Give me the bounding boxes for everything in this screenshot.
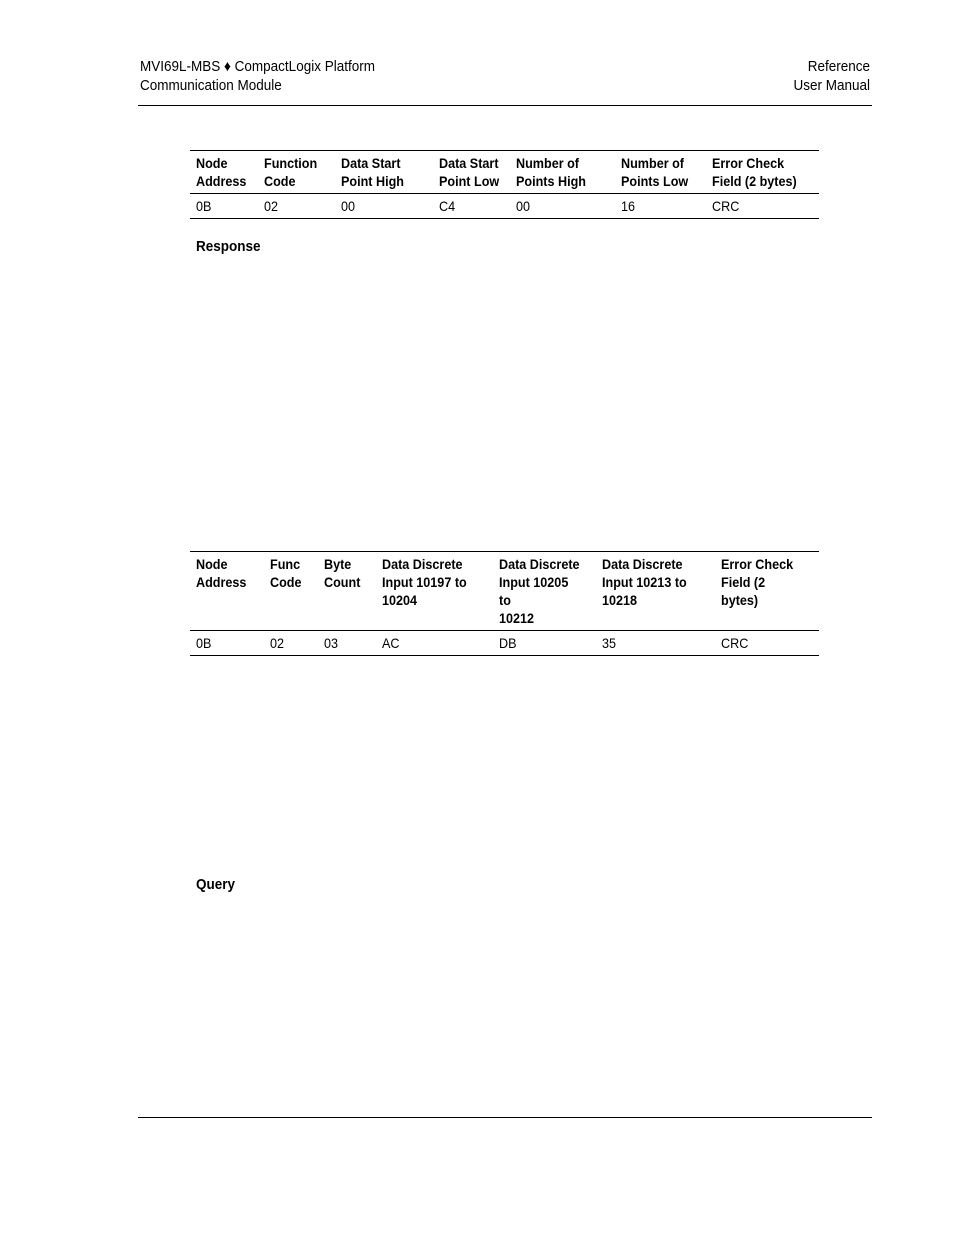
- column-header: Byte Count: [324, 556, 361, 590]
- table-cell: 16: [621, 198, 636, 214]
- table-cell: 0B: [196, 198, 212, 214]
- header-section-title: Reference: [807, 58, 870, 75]
- header-product-subtitle: Communication Module: [140, 77, 282, 94]
- column-header: Func Code: [270, 556, 302, 590]
- column-header: Data Discrete Input 10213 to 10218: [602, 556, 687, 608]
- response-heading: Response: [196, 238, 261, 255]
- table-cell: CRC: [721, 635, 749, 651]
- table-cell: 00: [341, 198, 356, 214]
- column-header: Node Address: [196, 155, 247, 189]
- header-rule: [138, 105, 872, 106]
- response-frame-table: [190, 551, 819, 656]
- column-header: Data Start Point Low: [439, 155, 500, 189]
- table-row: [190, 194, 819, 219]
- column-header: Data Discrete Input 10197 to 10204: [382, 556, 467, 608]
- table-cell: 02: [270, 635, 285, 651]
- page-header-left: [140, 57, 375, 95]
- footer-rule: [138, 1117, 872, 1118]
- column-header: Function Code: [264, 155, 318, 189]
- table-row: [190, 631, 819, 656]
- column-header: Number of Points Low: [621, 155, 689, 189]
- column-header: Data Discrete Input 10205 to 10212: [499, 556, 580, 626]
- query-heading: Query: [196, 876, 236, 893]
- table-cell: 00: [516, 198, 531, 214]
- column-header: Data Start Point High: [341, 155, 404, 189]
- header-manual-title: User Manual: [793, 77, 870, 94]
- header-product-title: MVI69L-MBS ♦ CompactLogix Platform: [140, 58, 375, 75]
- table-header-row: [190, 151, 819, 194]
- column-header: Error Check Field (2 bytes): [712, 155, 797, 189]
- table-cell: CRC: [712, 198, 740, 214]
- table-cell: 0B: [196, 635, 212, 651]
- table-header-row: [190, 552, 819, 631]
- table-cell: 35: [602, 635, 617, 651]
- column-header: Number of Points High: [516, 155, 587, 189]
- table-cell: 03: [324, 635, 339, 651]
- query-frame-table: [190, 150, 819, 219]
- column-header: Node Address: [196, 556, 247, 590]
- column-header: Error Check Field (2 bytes): [721, 556, 794, 608]
- table-cell: DB: [499, 635, 517, 651]
- table-cell: AC: [382, 635, 400, 651]
- table-cell: C4: [439, 198, 456, 214]
- table-cell: 02: [264, 198, 279, 214]
- page-header-right: [793, 57, 870, 95]
